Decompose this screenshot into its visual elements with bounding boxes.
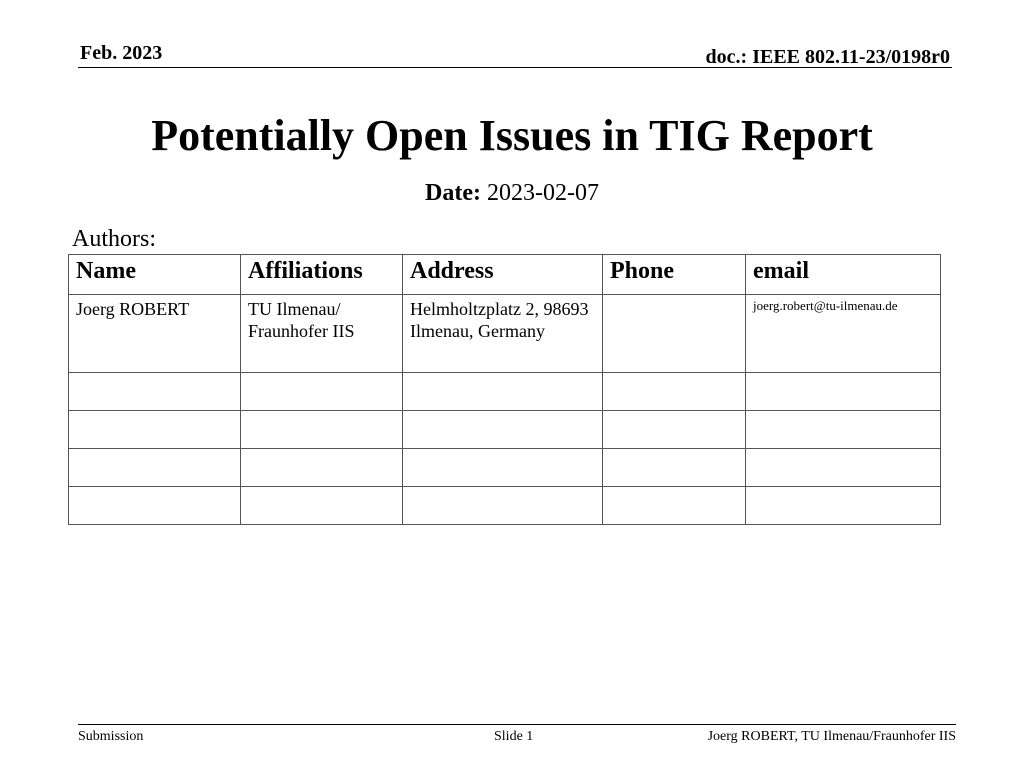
cell-name xyxy=(69,449,241,487)
header-email: email xyxy=(746,255,941,295)
cell-address xyxy=(403,373,603,411)
cell-address xyxy=(403,487,603,525)
footer-rule xyxy=(78,724,956,725)
table-row xyxy=(69,487,941,525)
header-address: Address xyxy=(403,255,603,295)
cell-email xyxy=(746,487,941,525)
table-header-row xyxy=(69,255,941,295)
header-date: Feb. 2023 xyxy=(80,42,163,64)
footer-author: Joerg ROBERT, TU Ilmenau/Fraunhofer IIS xyxy=(707,729,956,744)
cell-affiliations xyxy=(241,411,403,449)
header-name: Name xyxy=(69,255,241,295)
cell-name xyxy=(69,487,241,525)
slide-date xyxy=(0,180,1024,207)
cell-email xyxy=(746,373,941,411)
cell-name xyxy=(69,411,241,449)
cell-email xyxy=(746,411,941,449)
header-doc-id: doc.: IEEE 802.11-23/0198r0 xyxy=(705,46,950,68)
cell-affiliations xyxy=(241,487,403,525)
authors-label: Authors: xyxy=(72,226,156,252)
cell-address: Helmholtzplatz 2, 98693 Ilmenau, Germany xyxy=(403,295,603,373)
header-rule xyxy=(78,67,952,68)
table-row xyxy=(69,295,941,373)
footer-submission: Submission xyxy=(78,729,144,744)
header-phone: Phone xyxy=(603,255,746,295)
cell-name xyxy=(69,373,241,411)
cell-email: joerg.robert@tu-ilmenau.de xyxy=(746,295,941,373)
cell-affiliations xyxy=(241,449,403,487)
cell-email xyxy=(746,449,941,487)
authors-table xyxy=(68,254,941,525)
cell-address xyxy=(403,449,603,487)
cell-phone xyxy=(603,295,746,373)
table-row xyxy=(69,411,941,449)
cell-affiliations: TU Ilmenau/ Fraunhofer IIS xyxy=(241,295,403,373)
cell-phone xyxy=(603,411,746,449)
cell-phone xyxy=(603,449,746,487)
date-value: 2023-02-07 xyxy=(486,180,599,206)
table-row xyxy=(69,373,941,411)
footer-slide-number: Slide 1 xyxy=(494,729,534,744)
slide-title: Potentially Open Issues in TIG Report xyxy=(151,111,873,160)
cell-phone xyxy=(603,487,746,525)
cell-affiliations xyxy=(241,373,403,411)
cell-address xyxy=(403,411,603,449)
header-affiliations: Affiliations xyxy=(241,255,403,295)
date-label: Date: xyxy=(425,180,481,206)
cell-phone xyxy=(603,373,746,411)
cell-name: Joerg ROBERT xyxy=(69,295,241,373)
table-row xyxy=(69,449,941,487)
